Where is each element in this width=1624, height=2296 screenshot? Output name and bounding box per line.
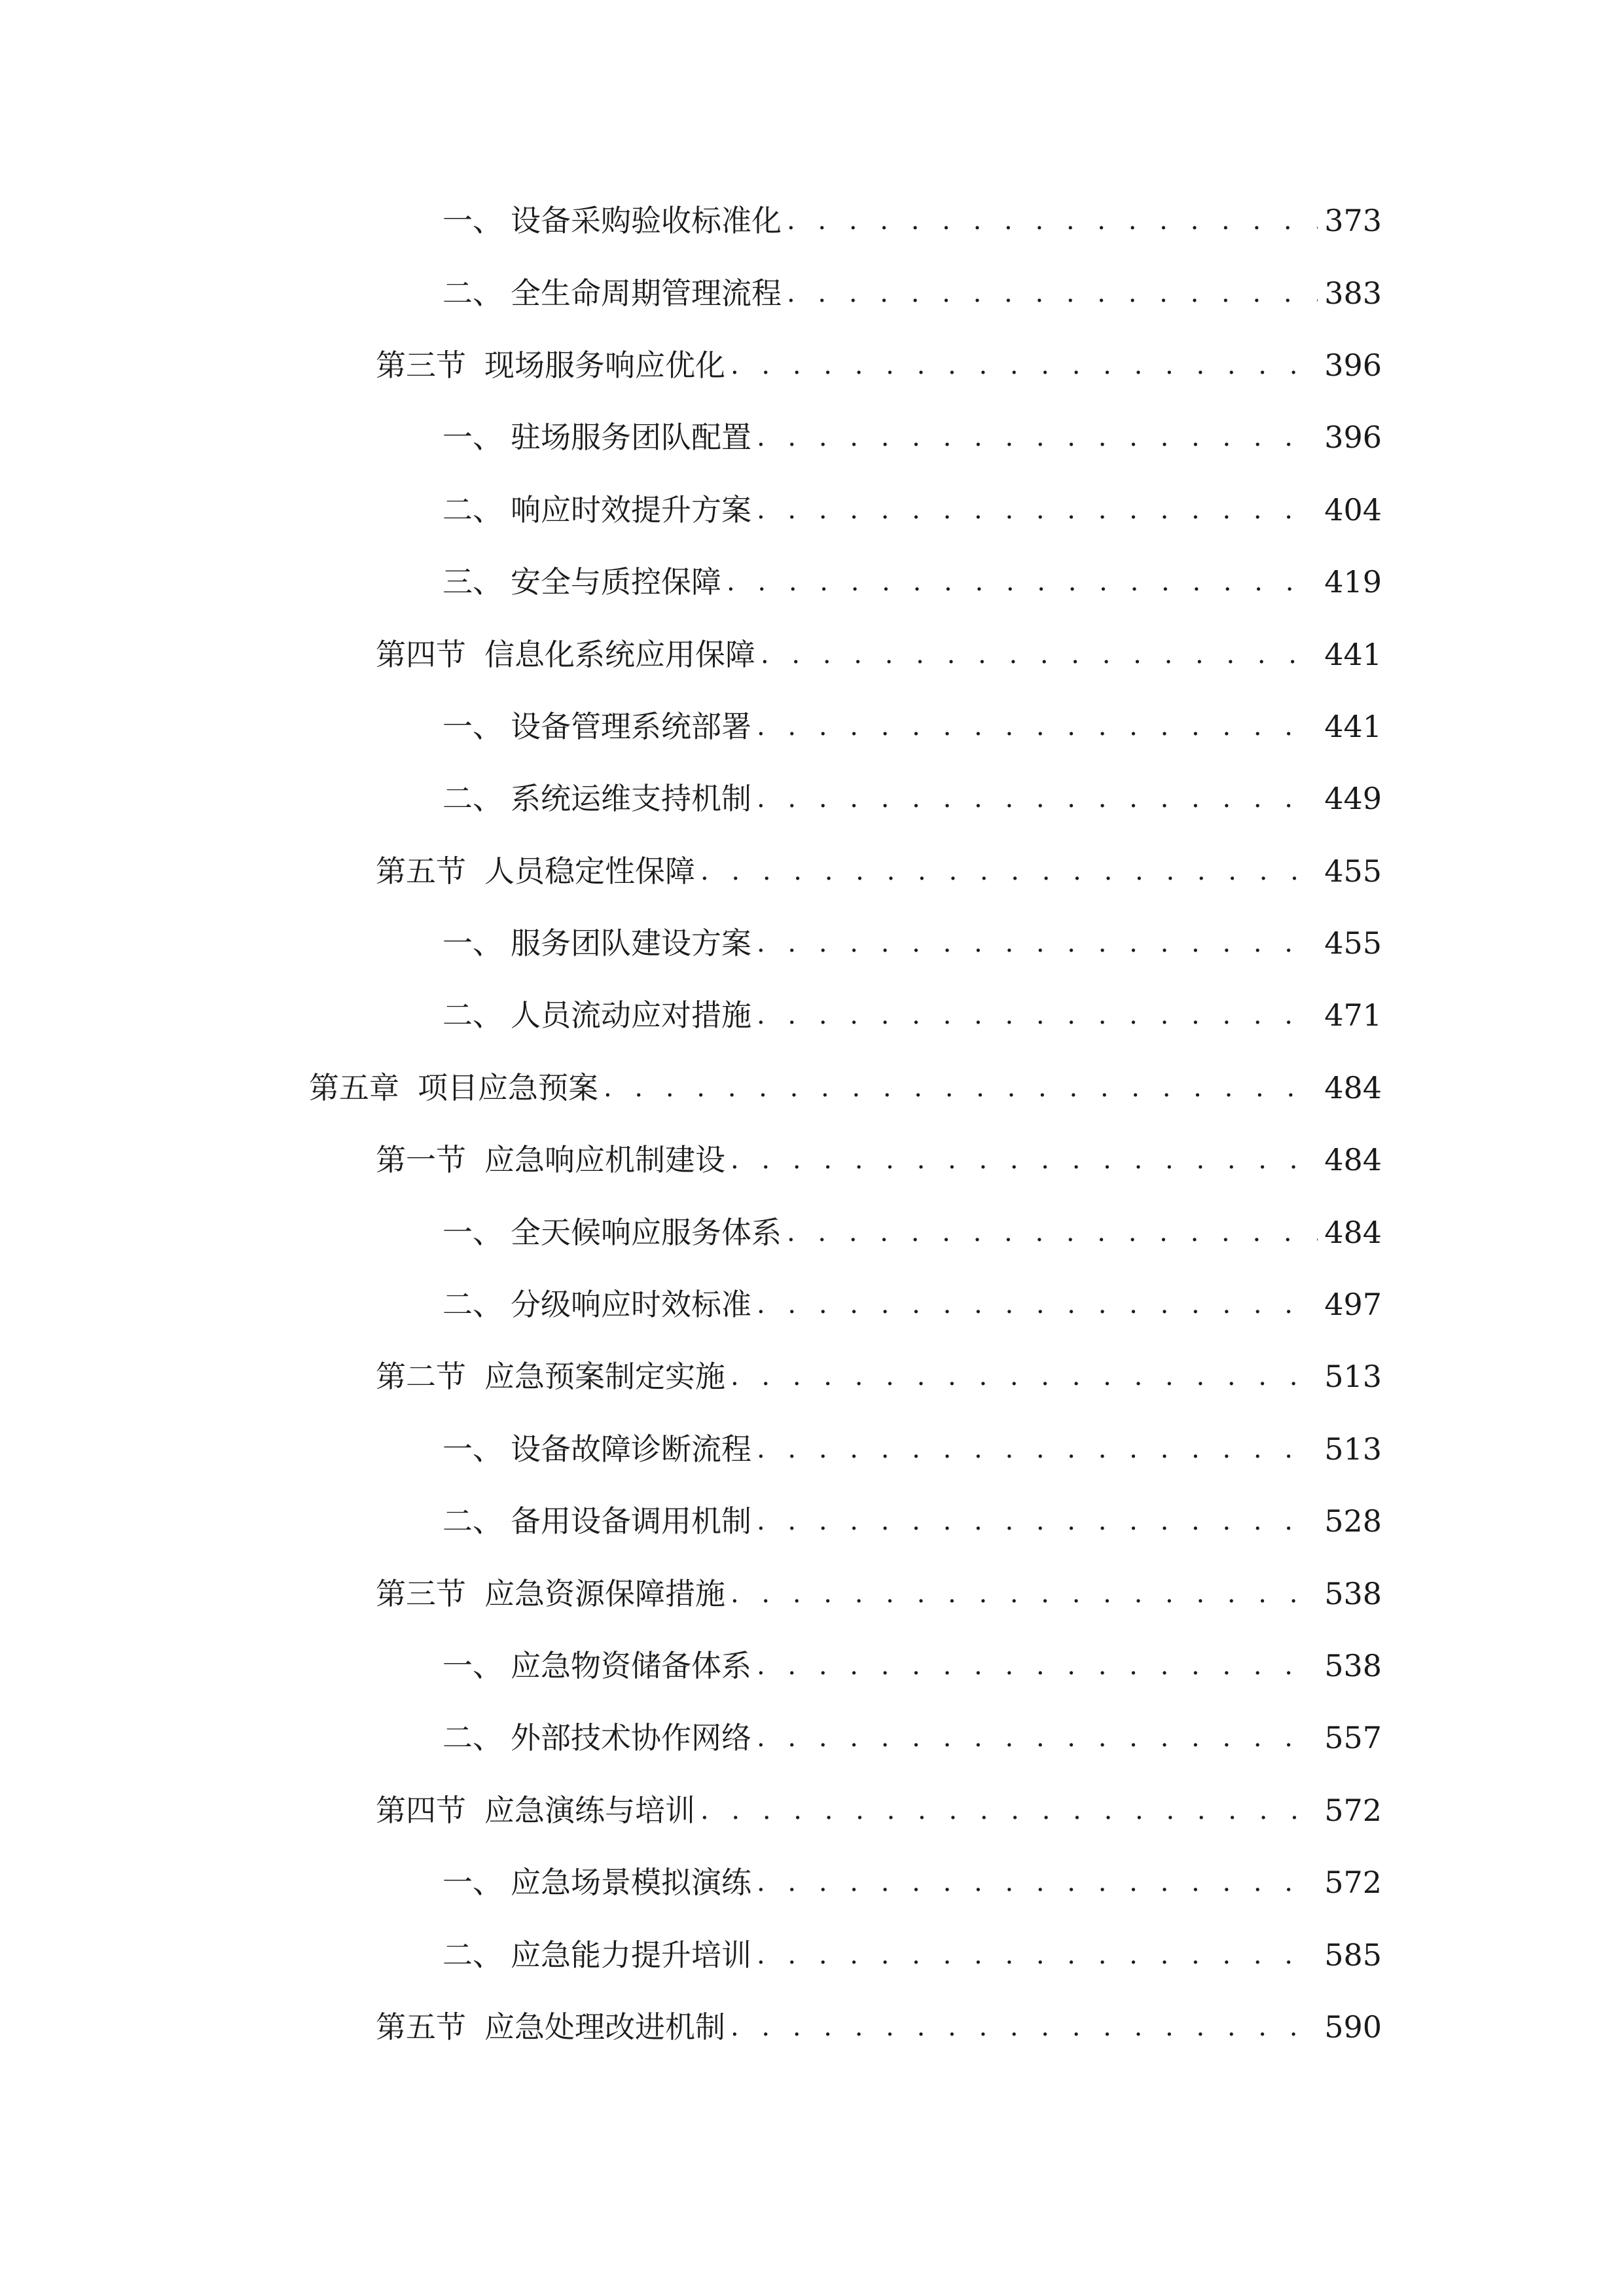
dot-leader [731, 1363, 1318, 1390]
toc-entry-number: 二、 [442, 1287, 503, 1323]
toc-entry-number: 第四节 [376, 636, 466, 672]
toc-entry-title: 项目应急预案 [418, 1069, 598, 1105]
toc-entry-number: 第五节 [376, 2009, 466, 2045]
toc-entry-page: 455 [1324, 925, 1382, 961]
toc-entry[interactable] [0, 1052, 1624, 1124]
toc-entry-title: 系统运维支持机制 [511, 781, 751, 817]
toc-entry-title: 外部技术协作网络 [511, 1720, 751, 1756]
toc-entry-title: 驻场服务团队配置 [511, 420, 751, 456]
toc-entry-number: 第三节 [376, 1575, 466, 1611]
dot-leader [787, 1219, 1318, 1246]
toc-entry-title: 应急能力提升培训 [511, 1937, 751, 1973]
toc-entry-page: 538 [1324, 1648, 1382, 1683]
toc-entry-page: 557 [1324, 1720, 1382, 1756]
toc-entry-title: 应急预案制定实施 [484, 1359, 725, 1395]
toc-entry[interactable] [0, 691, 1624, 762]
dot-leader [757, 930, 1318, 956]
dot-leader [761, 641, 1318, 668]
toc-entry-page: 497 [1324, 1287, 1382, 1323]
toc-entry-page: 572 [1324, 1792, 1382, 1828]
toc-entry-page: 383 [1324, 275, 1382, 311]
toc-entry[interactable] [0, 329, 1624, 401]
dot-leader [757, 497, 1318, 523]
toc-entry[interactable] [0, 1268, 1624, 1340]
toc-entry[interactable] [0, 257, 1624, 329]
toc-entry-number: 第一节 [376, 1142, 466, 1178]
dot-leader [757, 1002, 1318, 1028]
toc-entry-title: 信息化系统应用保障 [484, 636, 755, 672]
dot-leader [757, 713, 1318, 740]
toc-entry-page: 396 [1324, 420, 1382, 456]
toc-entry[interactable] [0, 474, 1624, 546]
toc-entry-title: 人员稳定性保障 [484, 853, 695, 889]
toc-entry-title: 全天候响应服务体系 [511, 1214, 782, 1250]
dot-leader [604, 1075, 1318, 1101]
toc-entry-title: 应急处理改进机制 [484, 2009, 725, 2045]
dot-leader [757, 1942, 1318, 1968]
toc-entry-number: 二、 [442, 275, 503, 311]
toc-entry[interactable] [0, 1413, 1624, 1485]
toc-entry-title: 现场服务响应优化 [484, 347, 725, 383]
toc-entry[interactable] [0, 1196, 1624, 1268]
dot-leader [727, 569, 1318, 595]
toc-entry-page: 528 [1324, 1503, 1382, 1539]
dot-leader [731, 352, 1318, 378]
toc-entry-page: 585 [1324, 1937, 1382, 1973]
toc-entry-page: 404 [1324, 492, 1382, 528]
toc-entry-page: 441 [1324, 708, 1382, 744]
table-of-contents [0, 185, 1624, 2063]
toc-entry-number: 二、 [442, 1503, 503, 1539]
toc-entry-title: 应急场景模拟演练 [511, 1865, 751, 1901]
toc-entry-number: 第五章 [309, 1069, 399, 1105]
dot-leader [757, 1725, 1318, 1751]
toc-entry[interactable] [0, 1485, 1624, 1557]
toc-entry-number: 一、 [442, 203, 503, 239]
toc-entry[interactable] [0, 618, 1624, 690]
toc-entry-title: 设备故障诊断流程 [511, 1431, 751, 1467]
toc-entry-title: 全生命周期管理流程 [511, 275, 782, 311]
toc-entry-number: 第三节 [376, 347, 466, 383]
toc-entry-number: 三、 [442, 564, 503, 600]
toc-entry-page: 484 [1324, 1069, 1382, 1105]
toc-entry-title: 应急资源保障措施 [484, 1575, 725, 1611]
toc-entry[interactable] [0, 1630, 1624, 1702]
toc-entry-title: 服务团队建设方案 [511, 925, 751, 961]
toc-entry-title: 应急演练与培训 [484, 1792, 695, 1828]
toc-entry-number: 第二节 [376, 1359, 466, 1395]
toc-entry-number: 一、 [442, 1648, 503, 1683]
toc-entry[interactable] [0, 1918, 1624, 1990]
toc-entry-page: 449 [1324, 781, 1382, 817]
toc-entry-page: 419 [1324, 564, 1382, 600]
toc-entry[interactable] [0, 1340, 1624, 1412]
dot-leader [787, 280, 1318, 306]
toc-entry-page: 484 [1324, 1214, 1382, 1250]
toc-entry-page: 572 [1324, 1865, 1382, 1901]
toc-entry-page: 513 [1324, 1359, 1382, 1395]
dot-leader [700, 1797, 1318, 1823]
toc-entry-page: 441 [1324, 636, 1382, 672]
toc-entry[interactable] [0, 1124, 1624, 1196]
dot-leader [731, 2014, 1318, 2040]
toc-entry-number: 二、 [442, 997, 503, 1033]
toc-entry-title: 安全与质控保障 [511, 564, 721, 600]
dot-leader [757, 1508, 1318, 1534]
toc-entry-page: 484 [1324, 1142, 1382, 1178]
toc-entry-page: 396 [1324, 347, 1382, 383]
dot-leader [757, 424, 1318, 450]
toc-entry-page: 513 [1324, 1431, 1382, 1467]
toc-entry-page: 590 [1324, 2009, 1382, 2045]
dot-leader [757, 1653, 1318, 1679]
dot-leader [700, 858, 1318, 884]
toc-entry-title: 分级响应时效标准 [511, 1287, 751, 1323]
dot-leader [757, 1436, 1318, 1462]
toc-entry[interactable] [0, 907, 1624, 979]
toc-entry-title: 设备采购验收标准化 [511, 203, 782, 239]
toc-entry-title: 备用设备调用机制 [511, 1503, 751, 1539]
toc-entry[interactable] [0, 185, 1624, 257]
toc-entry-number: 一、 [442, 1865, 503, 1901]
dot-leader [731, 1147, 1318, 1173]
toc-entry-number: 二、 [442, 781, 503, 817]
toc-entry-page: 455 [1324, 853, 1382, 889]
toc-entry-number: 一、 [442, 1214, 503, 1250]
dot-leader [731, 1581, 1318, 1607]
dot-leader [757, 1869, 1318, 1895]
toc-entry-title: 应急物资储备体系 [511, 1648, 751, 1683]
toc-entry-page: 538 [1324, 1575, 1382, 1611]
toc-entry[interactable] [0, 1846, 1624, 1918]
toc-entry[interactable] [0, 979, 1624, 1051]
toc-entry[interactable] [0, 835, 1624, 907]
toc-entry[interactable] [0, 1774, 1624, 1846]
toc-entry[interactable] [0, 1557, 1624, 1629]
toc-entry-page: 471 [1324, 997, 1382, 1033]
dot-leader [757, 1291, 1318, 1318]
toc-entry-number: 一、 [442, 708, 503, 744]
toc-entry-title: 设备管理系统部署 [511, 708, 751, 744]
toc-entry-number: 第四节 [376, 1792, 466, 1828]
toc-entry-number: 第五节 [376, 853, 466, 889]
dot-leader [787, 207, 1318, 234]
toc-entry-number: 二、 [442, 1937, 503, 1973]
toc-entry-title: 人员流动应对措施 [511, 997, 751, 1033]
toc-entry[interactable] [0, 546, 1624, 618]
toc-entry[interactable] [0, 1991, 1624, 2063]
toc-entry-number: 二、 [442, 492, 503, 528]
toc-entry[interactable] [0, 1702, 1624, 1774]
dot-leader [757, 785, 1318, 812]
toc-entry-title: 应急响应机制建设 [484, 1142, 725, 1178]
toc-entry-number: 一、 [442, 1431, 503, 1467]
toc-entry-number: 一、 [442, 925, 503, 961]
toc-entry[interactable] [0, 401, 1624, 473]
toc-entry-number: 二、 [442, 1720, 503, 1756]
toc-entry-number: 一、 [442, 420, 503, 456]
toc-entry-page: 373 [1324, 203, 1382, 239]
toc-entry-title: 响应时效提升方案 [511, 492, 751, 528]
toc-entry[interactable] [0, 762, 1624, 834]
